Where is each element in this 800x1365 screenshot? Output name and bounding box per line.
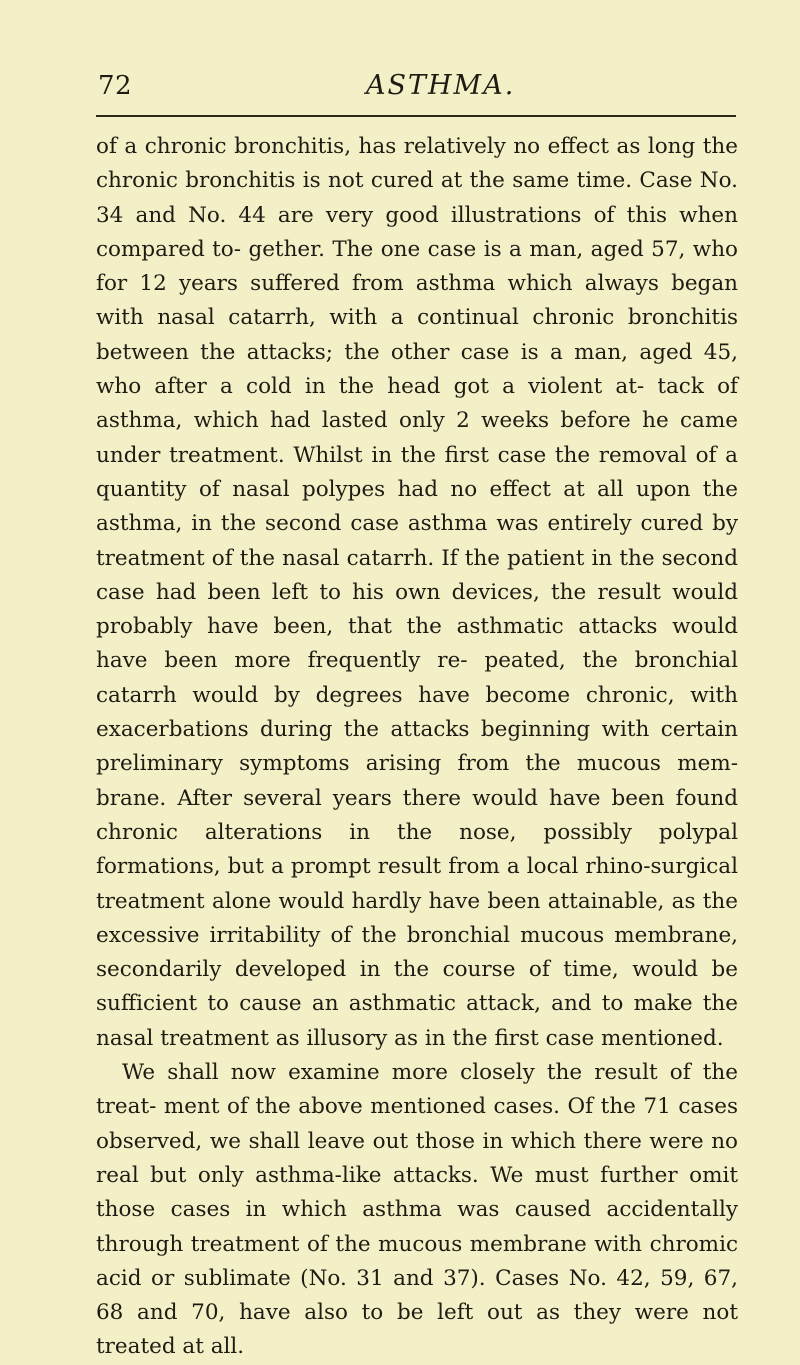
running-title: ASTHMA. — [366, 70, 516, 101]
paragraph-continued: of a chronic bronchitis, has relatively no effect as long the chronic bronchitis is not cured at the same time. Case No. 34 and No. 44 are very good illustrations of this when compared to- gether. The one case is a man, aged 57, who for 12 years suffered from asthma which always began with nasal catarrh, with a continual chronic bronchitis between the attacks; the other case is a man, aged 45, who after a cold in the head got a violent at- tack of asthma, which had lasted only 2 weeks before he came under treatment. Whilst in the first case the removal of a quantity of nasal polypes had no effect at all upon the asthma, in the second case asthma was entirely cured by treatment of the nasal catarrh. If the patient in the second case had been left to his own devices, the result would probably have been, that the asthmatic attacks would have been more frequently re- peated, the bronchial catarrh would by degrees have become chronic, with exacerbations during the attacks beginning with certain preliminary symptoms arising from the mucous mem- brane. After several years there would have been found chronic alterations in the nose, possibly polypal formations, but a prompt result from a local rhino-surgical treatment alone would hardly have been attainable, as the excessive irritability of the bronchial mucous membrane, secondarily developed in the course of time, would be sufficient to cause an asthmatic attack, and to make the nasal treatment as illusory as in the first case mentioned. — [96, 134, 738, 1051]
page-header — [96, 70, 736, 106]
body-text — [96, 130, 738, 1365]
paragraph-treatment-results: We shall now examine more closely the result of the treat- ment of the above mentioned cases. Of the 71 cases observed, we shall leave out those in which there were no real but only asthma-like attacks. We must further omit those cases in which asthma was caused accidentally through treatment of the mucous membrane with chromic acid or sublimate (No. 31 and 37). Cases No. 42, 59, 67, 68 and 70, have also to be left out as they were not treated at all. — [96, 1060, 738, 1360]
header-rule — [96, 115, 736, 117]
page-number: 72 — [98, 71, 133, 101]
